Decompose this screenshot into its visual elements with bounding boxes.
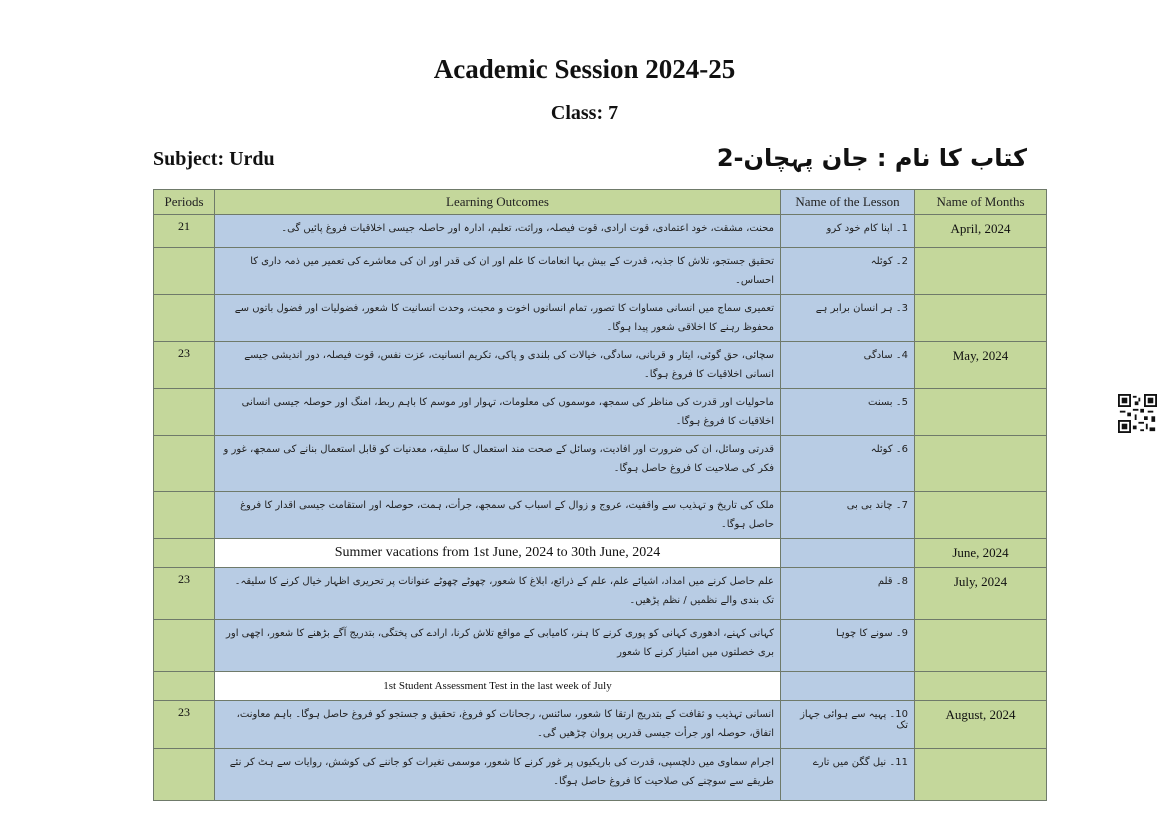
period-cell <box>154 620 215 672</box>
table-row <box>154 389 1047 436</box>
outcome-cell: کہانی کہنے، ادھوری کہانی کو پوری کرنے کا ہنر، کامیابی کے مواقع تلاش کرنا، ارادے کی پختگی، بتدریج آگے بڑھنے کا شعور، اچھی اور بری خصلتوں میں امتیاز کرنے کا شعور <box>215 620 781 672</box>
lesson-cell: 8۔ قلم <box>781 568 915 620</box>
outcome-cell: علم حاصل کرنے میں امداد، اشیائے علم، علم کے ذرائع، ابلاغ کا شعور، چھوٹے چھوٹے عنوانات پر تحریری اظہار خیال کرنے کا سلیقہ۔ تک بندی والے نظمیں / نظم پڑھیں۔ <box>215 568 781 620</box>
table-row <box>154 568 1047 620</box>
table-row <box>154 539 1047 568</box>
page-title: Academic Session 2024-25 <box>433 54 736 84</box>
lesson-cell: 5۔ بسنت <box>781 389 915 436</box>
period-cell: 21 <box>154 215 215 248</box>
outcome-cell: ملک کی تاریخ و تہذیب سے واقفیت، عروج و زوال کے اسباب کی سمجھ، جرأت، ہمت، حوصلہ اور استقامت جیسی اقدار کا فروغ حاصل ہوگا۔ <box>215 492 781 539</box>
book-name: کتاب کا نام : جان پہچان-2 <box>716 144 1027 172</box>
outcome-cell: ماحولیات اور قدرت کی مناظر کی سمجھ، موسموں کی معلومات، تہوار اور موسم کا باہم ربط، امنگ اور حوصلہ جیسی انسانی اخلاقیات کا فروغ ہوگا۔ <box>215 389 781 436</box>
header-months: Name of Months <box>915 190 1047 215</box>
lesson-cell: 2۔ کوئلہ <box>781 248 915 295</box>
lesson-cell: 1۔ اپنا کام خود کرو <box>781 215 915 248</box>
month-cell <box>915 436 1047 492</box>
table-row <box>154 701 1047 749</box>
outcome-cell: سچائی، حق گوئی، ایثار و قربانی، سادگی، خیالات کی بلندی و پاکی، تکریم انسانیت، عزت نفس، قوت فیصلہ، دور اندیشی جیسے انسانی اخلاقیات کا فروغ ہوگا۔ <box>215 342 781 389</box>
month-cell <box>915 620 1047 672</box>
month-cell: May, 2024 <box>915 342 1047 389</box>
table-row <box>154 215 1047 248</box>
month-cell: June, 2024 <box>915 539 1047 568</box>
subject-label: Subject: Urdu <box>153 148 275 170</box>
notice-banner: 1st Student Assessment Test in the last week of July <box>215 672 781 701</box>
class-label: Class: 7 <box>550 102 619 124</box>
lesson-cell: 7۔ چاند بی بی <box>781 492 915 539</box>
period-cell <box>154 248 215 295</box>
lesson-cell <box>781 539 915 568</box>
table-row <box>154 295 1047 342</box>
period-cell <box>154 539 215 568</box>
month-cell: August, 2024 <box>915 701 1047 749</box>
lesson-cell: 9۔ سونے کا چوہا <box>781 620 915 672</box>
period-cell <box>154 749 215 801</box>
lesson-cell: 11۔ نیل گگن میں تارے <box>781 749 915 801</box>
table-row <box>154 672 1047 701</box>
notice-banner: Summer vacations from 1st June, 2024 to 30th June, 2024 <box>215 539 781 568</box>
outcome-cell: انسانی تہذیب و ثقافت کے بتدریج ارتقا کا شعور، سائنس، رجحانات کو فروغ، تحقیق و جستجو کو فروغ حاصل ہوگا۔ باہم معاونت، اتفاق، حوصلہ اور جرأت جیسی قدریں پروان چڑھیں گی۔ <box>215 701 781 749</box>
header-lesson: Name of the Lesson <box>781 190 915 215</box>
table-row <box>154 248 1047 295</box>
header-learning-outcomes: Learning Outcomes <box>215 190 781 215</box>
lesson-cell: 4۔ سادگی <box>781 342 915 389</box>
month-cell <box>915 389 1047 436</box>
table-row <box>154 620 1047 672</box>
outcome-cell: تعمیری سماج میں انسانی مساوات کا تصور، تمام انسانوں اخوت و محبت، وحدت انسانیت کا شعور، فضولیات اور فضول باتوں سے محفوظ رہنے کا اخلاقی شعور پیدا ہوگا۔ <box>215 295 781 342</box>
period-cell <box>154 295 215 342</box>
table-row <box>154 749 1047 801</box>
period-cell: 23 <box>154 342 215 389</box>
table-row <box>154 436 1047 492</box>
lesson-cell: 10۔ پہیہ سے ہوائی جہاز تک <box>781 701 915 749</box>
period-cell: 23 <box>154 701 215 749</box>
month-cell: April, 2024 <box>915 215 1047 248</box>
qr-code <box>1118 394 1157 433</box>
period-cell <box>154 672 215 701</box>
header-periods: Periods <box>154 190 215 215</box>
syllabus-table <box>153 189 1047 801</box>
month-cell <box>915 672 1047 701</box>
outcome-cell: محنت، مشقت، خود اعتمادی، قوت ارادی، قوت فیصلہ، وراثت، تعلیم، ادارہ اور حاصلہ جیسی اخلاقیات فروغ پائیں گی۔ <box>215 215 781 248</box>
period-cell: 23 <box>154 568 215 620</box>
outcome-cell: قدرتی وسائل، ان کی ضرورت اور افادیت، وسائل کے صحت مند استعمال کا سلیقہ، معدنیات کو قابل استعمال بنانے کی سمجھ، غور و فکر کی صلاحیت کا فروغ حاصل ہوگا۔ <box>215 436 781 492</box>
month-cell <box>915 295 1047 342</box>
lesson-cell: 3۔ ہر انسان برابر ہے <box>781 295 915 342</box>
outcome-cell: اجرام سماوی میں دلچسپی، قدرت کی باریکیوں پر غور کرنے کا شعور، موسمی تغیرات کو جاننے کی کوشش، روایات سے ہٹ کر نئے طریقے سے سوچنے کی صلاحیت کا فروغ حاصل ہوگا۔ <box>215 749 781 801</box>
month-cell <box>915 248 1047 295</box>
table-row <box>154 492 1047 539</box>
period-cell <box>154 436 215 492</box>
lesson-cell: 6۔ کوئلہ <box>781 436 915 492</box>
month-cell <box>915 492 1047 539</box>
lesson-cell <box>781 672 915 701</box>
period-cell <box>154 492 215 539</box>
month-cell: July, 2024 <box>915 568 1047 620</box>
table-row <box>154 342 1047 389</box>
month-cell <box>915 749 1047 801</box>
period-cell <box>154 389 215 436</box>
outcome-cell: تحقیق جستجو، تلاش کا جذبہ، قدرت کے بیش بہا انعامات کا علم اور ان کی قدر اور ان کی معاشرے کی تعمیر میں ذمہ داری کا احساس۔ <box>215 248 781 295</box>
